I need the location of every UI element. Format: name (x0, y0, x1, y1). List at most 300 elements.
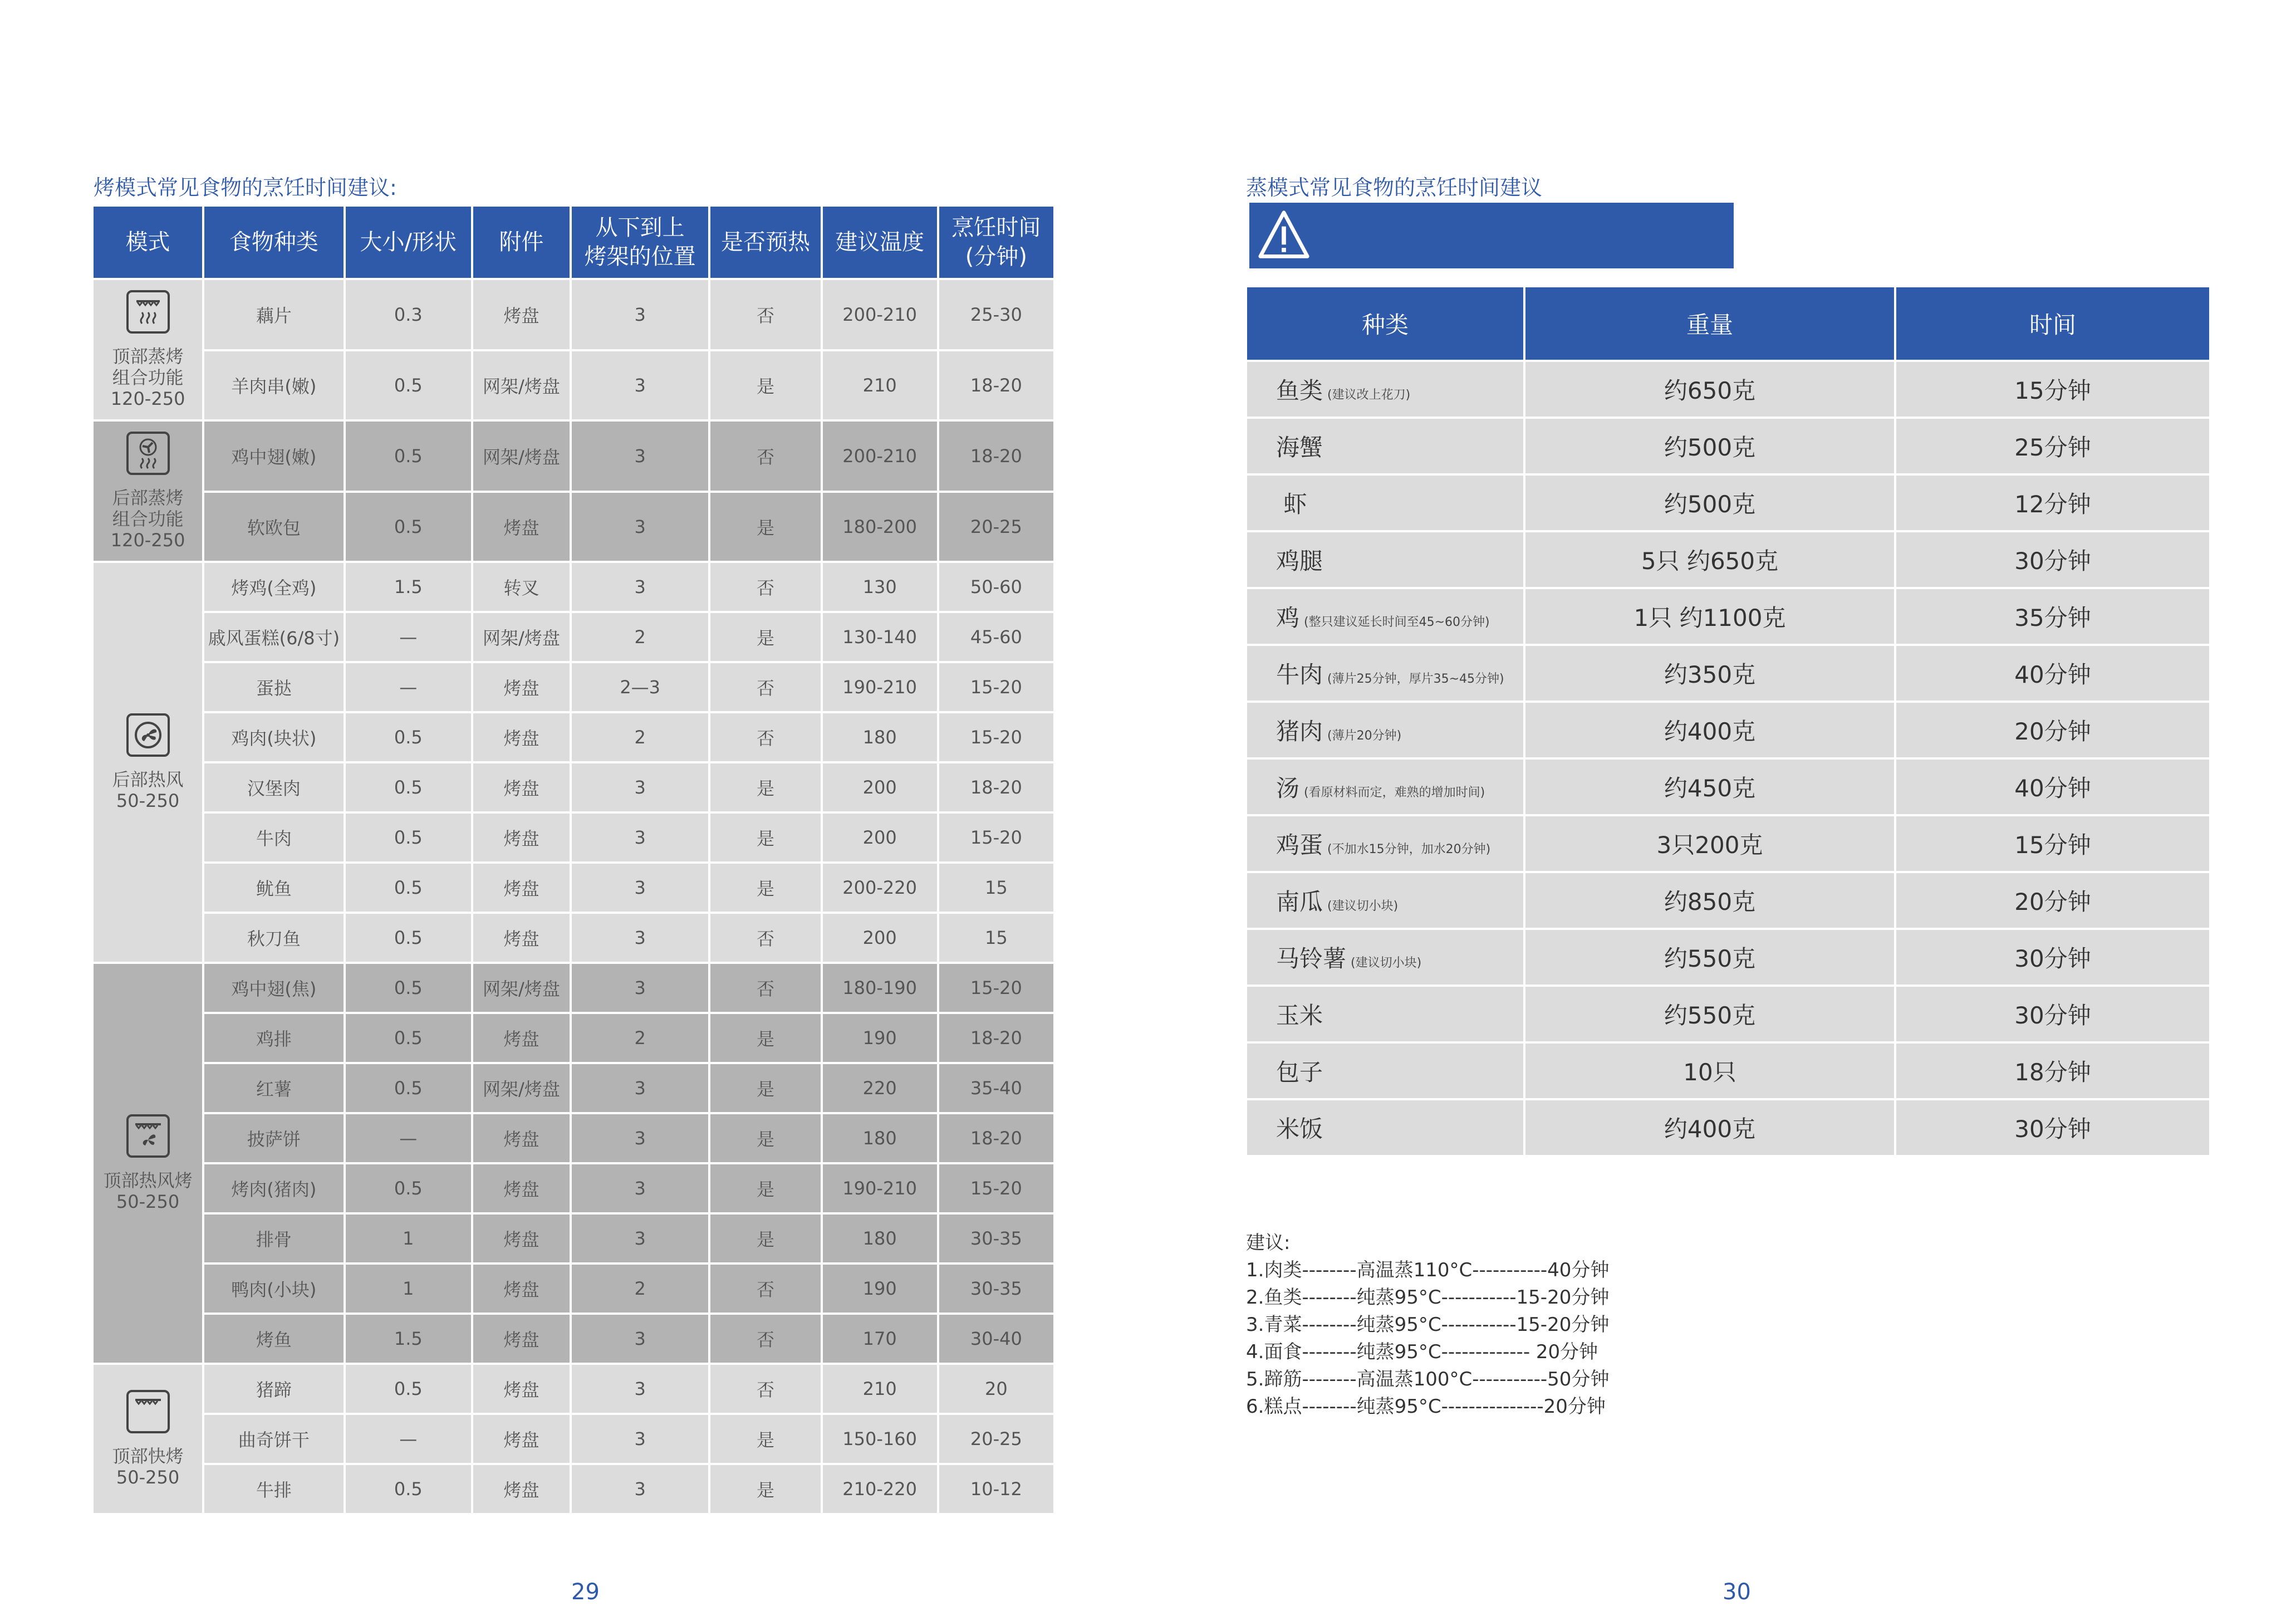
temperature: 210-220 (823, 1465, 937, 1513)
preheat: 是 (710, 1415, 820, 1463)
steam-time: 30分钟 (1896, 930, 2209, 985)
temperature: 210 (823, 1365, 937, 1413)
mode-cell (94, 1365, 202, 1513)
food-kind-label: 虾 (1276, 491, 1307, 518)
temperature: 210 (823, 351, 937, 419)
accessory: 烤盘 (473, 1365, 570, 1413)
preheat: 否 (710, 563, 820, 611)
cook-time: 15-20 (939, 1164, 1053, 1212)
accessory: 烤盘 (473, 864, 570, 912)
cook-time: 30-35 (939, 1265, 1053, 1313)
preheat: 否 (710, 663, 820, 711)
food-name: 鸡中翅(焦) (204, 964, 343, 1012)
size-value: 0.5 (346, 1465, 471, 1513)
rack-position: 3 (572, 1064, 708, 1112)
cook-time: 25-30 (939, 280, 1053, 349)
steam-time: 18分钟 (1896, 1044, 2209, 1098)
advice-line: 5.蹄筋--------高温蒸100°C-----------50分钟 (1246, 1368, 1610, 1390)
food-kind-label: 包子 (1276, 1059, 1323, 1086)
accessory: 烤盘 (473, 1265, 570, 1313)
cook-time: 20 (939, 1365, 1053, 1413)
bake-table-header (94, 207, 1053, 278)
size-value: 0.5 (346, 763, 471, 811)
rack-position: 2 (572, 1014, 708, 1062)
food-kind-label: 汤 (1276, 775, 1300, 802)
rack-position: 3 (572, 1164, 708, 1212)
preheat: 否 (710, 914, 820, 962)
header-accessory: 附件 (473, 207, 570, 278)
preheat: 否 (710, 1265, 820, 1313)
temperature: 190-210 (823, 663, 937, 711)
accessory: 烤盘 (473, 713, 570, 761)
food-kind-label: 马铃薯 (1276, 945, 1347, 972)
weight-value: 约350克 (1525, 646, 1894, 701)
size-value: 0.5 (346, 1064, 471, 1112)
temperature: 190-210 (823, 1164, 937, 1212)
food-kind (1247, 419, 1523, 473)
table-row (94, 864, 1053, 912)
preheat: 否 (710, 1315, 820, 1363)
preheat: 是 (710, 493, 820, 561)
temperature: 200 (823, 814, 937, 861)
food-kind (1247, 646, 1523, 701)
table-row (1247, 930, 2209, 985)
accessory: 烤盘 (473, 914, 570, 962)
steam-time: 30分钟 (1896, 1100, 2209, 1155)
page-number-left: 29 (571, 1579, 600, 1605)
size-value: 1 (346, 1214, 471, 1262)
food-kind-label: 玉米 (1276, 1002, 1323, 1029)
preheat: 否 (710, 964, 820, 1012)
cook-time: 15-20 (939, 663, 1053, 711)
cook-time: 20-25 (939, 493, 1053, 561)
rack-position: 3 (572, 422, 708, 491)
mode-label: 顶部热风烤 (103, 1170, 193, 1191)
food-name: 羊肉串(嫩) (204, 351, 343, 419)
accessory: 烤盘 (473, 1214, 570, 1262)
table-row (1247, 419, 2209, 473)
food-kind-label: 鸡腿 (1276, 547, 1323, 575)
food-name: 烤鸡(全鸡) (204, 563, 343, 611)
rear-steam-fan-icon (126, 432, 170, 475)
weight-value: 约500克 (1525, 476, 1894, 530)
table-row (94, 1114, 1053, 1162)
steam-time: 30分钟 (1896, 532, 2209, 587)
food-kind (1247, 873, 1523, 928)
rack-position: 3 (572, 1365, 708, 1413)
food-kind-note: (不加水15分钟，加水20分钟) (1327, 843, 1491, 856)
weight-value: 约400克 (1525, 703, 1894, 757)
advice-line: 1.肉类--------高温蒸110°C-----------40分钟 (1246, 1259, 1610, 1281)
food-name: 戚风蛋糕(6/8寸) (204, 613, 343, 661)
weight-value: 约500克 (1525, 419, 1894, 473)
food-kind-note: (建议切小块) (1327, 899, 1399, 913)
steam-time: 25分钟 (1896, 419, 2209, 473)
steam-time: 15分钟 (1896, 362, 2209, 417)
left-section-title: 烤模式常见食物的烹饪时间建议: (94, 175, 397, 200)
food-kind (1247, 1100, 1523, 1155)
advice-list (1246, 1257, 1609, 1421)
temperature: 180-200 (823, 493, 937, 561)
rack-position: 3 (572, 280, 708, 349)
table-row (94, 493, 1053, 561)
preheat: 是 (710, 1114, 820, 1162)
temperature: 200 (823, 914, 937, 962)
cook-time: 18-20 (939, 422, 1053, 491)
cook-time: 30-35 (939, 1214, 1053, 1262)
preheat: 是 (710, 814, 820, 861)
size-value: 1 (346, 1265, 471, 1313)
food-kind-note: (看原材料而定，难熟的增加时间) (1304, 786, 1485, 800)
food-name: 牛排 (204, 1465, 343, 1513)
weight-value: 约550克 (1525, 987, 1894, 1041)
rack-position: 3 (572, 1315, 708, 1363)
accessory: 烤盘 (473, 663, 570, 711)
preheat: 是 (710, 763, 820, 811)
table-row (1247, 873, 2209, 928)
size-value: 1.5 (346, 1315, 471, 1363)
size-value: — (346, 613, 471, 661)
warning-banner (1249, 203, 1734, 268)
temperature: 200-210 (823, 280, 937, 349)
food-kind (1247, 589, 1523, 644)
top-quick-grill-icon (126, 1390, 170, 1433)
table-row (94, 351, 1053, 419)
table-row (94, 663, 1053, 711)
food-name: 鱿鱼 (204, 864, 343, 912)
top-steam-grill-icon (126, 290, 170, 334)
cook-time: 30-40 (939, 1315, 1053, 1363)
food-kind (1247, 532, 1523, 587)
rack-position: 2—3 (572, 663, 708, 711)
top-fan-grill-icon (126, 1114, 170, 1158)
cook-time: 15-20 (939, 964, 1053, 1012)
food-kind-note: (薄片20分钟) (1327, 729, 1402, 743)
table-row (94, 613, 1053, 661)
food-name: 蛋挞 (204, 663, 343, 711)
temperature: 200-220 (823, 864, 937, 912)
food-name: 曲奇饼干 (204, 1415, 343, 1463)
bake-time-table (91, 204, 1056, 1515)
mode-label: 120-250 (110, 388, 185, 409)
table-row (1247, 1044, 2209, 1098)
food-kind-note: (建议改上花刀) (1327, 388, 1411, 402)
steam-time: 40分钟 (1896, 760, 2209, 814)
cook-time: 45-60 (939, 613, 1053, 661)
temperature: 200-210 (823, 422, 937, 491)
mode-label: 120-250 (110, 530, 185, 551)
weight-value: 10只 (1525, 1044, 1894, 1098)
preheat: 是 (710, 1214, 820, 1262)
advice-block (1246, 1230, 1609, 1421)
rack-position: 3 (572, 763, 708, 811)
advice-line: 2.鱼类--------纯蒸95°C-----------15-20分钟 (1246, 1286, 1610, 1309)
food-kind-note: (建议切小块) (1351, 956, 1422, 970)
header-mode: 模式 (94, 207, 202, 278)
temperature: 200 (823, 763, 937, 811)
weight-value: 约650克 (1525, 362, 1894, 417)
food-name: 鸭肉(小块) (204, 1265, 343, 1313)
size-value: 0.3 (346, 280, 471, 349)
food-kind-label: 海蟹 (1276, 434, 1323, 461)
mode-cell (94, 422, 202, 561)
preheat: 否 (710, 1365, 820, 1413)
preheat: 是 (710, 1465, 820, 1513)
food-name: 烤肉(猪肉) (204, 1164, 343, 1212)
header-time: 烹饪时间 (分钟) (939, 207, 1053, 278)
steam-time: 20分钟 (1896, 703, 2209, 757)
temperature: 130-140 (823, 613, 937, 661)
mode-label: 组合功能 (112, 508, 184, 530)
food-kind (1247, 476, 1523, 530)
rack-position: 3 (572, 914, 708, 962)
steam-time: 15分钟 (1896, 816, 2209, 871)
temperature: 190 (823, 1014, 937, 1062)
mode-cell (94, 280, 202, 419)
preheat: 是 (710, 351, 820, 419)
food-kind-note: (整只建议延长时间至45~60分钟) (1304, 615, 1490, 629)
table-row (94, 1465, 1053, 1513)
table-row (94, 1315, 1053, 1363)
rack-position: 3 (572, 1214, 708, 1262)
page-number-right: 30 (1723, 1579, 1751, 1605)
temperature: 220 (823, 1064, 937, 1112)
cook-time: 20-25 (939, 1415, 1053, 1463)
table-row (94, 1214, 1053, 1262)
food-kind-label: 鸡 (1276, 604, 1300, 631)
table-row (94, 1064, 1053, 1112)
food-kind (1247, 362, 1523, 417)
size-value: 1.5 (346, 563, 471, 611)
rack-position: 2 (572, 713, 708, 761)
size-value: — (346, 1415, 471, 1463)
steam-time: 20分钟 (1896, 873, 2209, 928)
accessory: 网架/烤盘 (473, 964, 570, 1012)
accessory: 网架/烤盘 (473, 351, 570, 419)
cook-time: 50-60 (939, 563, 1053, 611)
rack-position: 3 (572, 351, 708, 419)
table-row (1247, 476, 2209, 530)
header-weight: 重量 (1525, 287, 1894, 360)
mode-label: 顶部蒸烤 (112, 346, 184, 367)
rack-position: 2 (572, 1265, 708, 1313)
food-kind-label: 牛肉 (1276, 661, 1323, 688)
table-row (1247, 532, 2209, 587)
steam-time: 30分钟 (1896, 987, 2209, 1041)
cook-time: 18-20 (939, 1014, 1053, 1062)
weight-value: 约850克 (1525, 873, 1894, 928)
steam-table-header (1247, 287, 2209, 360)
size-value: 0.5 (346, 493, 471, 561)
cook-time: 35-40 (939, 1064, 1053, 1112)
temperature: 190 (823, 1265, 937, 1313)
weight-value: 约400克 (1525, 1100, 1894, 1155)
food-name: 鸡排 (204, 1014, 343, 1062)
table-row (1247, 987, 2209, 1041)
rack-position: 3 (572, 493, 708, 561)
table-row (1247, 760, 2209, 814)
temperature: 180 (823, 1114, 937, 1162)
size-value: 0.5 (346, 713, 471, 761)
table-row (1247, 703, 2209, 757)
header-size: 大小/形状 (346, 207, 471, 278)
food-name: 披萨饼 (204, 1114, 343, 1162)
header-temp: 建议温度 (823, 207, 937, 278)
accessory: 烤盘 (473, 1014, 570, 1062)
temperature: 130 (823, 563, 937, 611)
accessory: 烤盘 (473, 1114, 570, 1162)
rack-position: 3 (572, 964, 708, 1012)
food-kind-label: 鸡蛋 (1276, 831, 1323, 859)
preheat: 否 (710, 422, 820, 491)
rack-position: 3 (572, 1465, 708, 1513)
temperature: 150-160 (823, 1415, 937, 1463)
rack-position: 2 (572, 613, 708, 661)
steam-time: 35分钟 (1896, 589, 2209, 644)
cook-time: 18-20 (939, 351, 1053, 419)
food-kind-label: 米饭 (1276, 1115, 1323, 1143)
mode-cell (94, 964, 202, 1363)
cook-time: 15-20 (939, 713, 1053, 761)
temperature: 180-190 (823, 964, 937, 1012)
preheat: 是 (710, 1014, 820, 1062)
size-value: 0.5 (346, 864, 471, 912)
mode-label: 50-250 (116, 1191, 180, 1212)
food-name: 红薯 (204, 1064, 343, 1112)
weight-value: 5只 约650克 (1525, 532, 1894, 587)
weight-value: 约550克 (1525, 930, 1894, 985)
food-kind (1247, 816, 1523, 871)
steam-time: 40分钟 (1896, 646, 2209, 701)
size-value: 0.5 (346, 914, 471, 962)
cook-time: 18-20 (939, 763, 1053, 811)
temperature: 170 (823, 1315, 937, 1363)
cook-time: 15 (939, 914, 1053, 962)
food-kind (1247, 987, 1523, 1041)
preheat: 是 (710, 1164, 820, 1212)
accessory: 烤盘 (473, 1465, 570, 1513)
size-value: 0.5 (346, 1164, 471, 1212)
table-row (94, 763, 1053, 811)
accessory: 烤盘 (473, 763, 570, 811)
size-value: 0.5 (346, 351, 471, 419)
food-name: 软欧包 (204, 493, 343, 561)
advice-line: 3.青菜--------纯蒸95°C-----------15-20分钟 (1246, 1314, 1610, 1336)
table-row (94, 280, 1053, 349)
table-row (94, 914, 1053, 962)
rack-position: 3 (572, 1114, 708, 1162)
size-value: 0.5 (346, 1014, 471, 1062)
food-kind (1247, 703, 1523, 757)
right-section-title: 蒸模式常见食物的烹饪时间建议 (1246, 175, 1543, 200)
header-food: 食物种类 (204, 207, 343, 278)
preheat: 是 (710, 864, 820, 912)
food-name: 藕片 (204, 280, 343, 349)
rack-position: 3 (572, 814, 708, 861)
table-row (94, 1164, 1053, 1212)
accessory: 网架/烤盘 (473, 613, 570, 661)
accessory: 烤盘 (473, 1415, 570, 1463)
mode-cell (94, 563, 202, 962)
food-name: 烤鱼 (204, 1315, 343, 1363)
accessory: 烤盘 (473, 814, 570, 861)
advice-line: 4.面食--------纯蒸95°C------------- 20分钟 (1246, 1341, 1598, 1363)
table-row (1247, 362, 2209, 417)
preheat: 是 (710, 613, 820, 661)
food-kind-note: (薄片25分钟，厚片35~45分钟) (1327, 672, 1504, 686)
food-name: 秋刀鱼 (204, 914, 343, 962)
preheat: 否 (710, 713, 820, 761)
table-row (1247, 816, 2209, 871)
food-kind-label: 南瓜 (1276, 888, 1323, 915)
table-row (94, 1265, 1053, 1313)
table-row (94, 964, 1053, 1012)
steam-time: 12分钟 (1896, 476, 2209, 530)
food-kind (1247, 1044, 1523, 1098)
header-steam-time: 时间 (1896, 287, 2209, 360)
size-value: 0.5 (346, 964, 471, 1012)
food-kind-label: 猪肉 (1276, 718, 1323, 745)
temperature: 180 (823, 713, 937, 761)
size-value: 0.5 (346, 422, 471, 491)
cook-time: 18-20 (939, 1114, 1053, 1162)
accessory: 烤盘 (473, 1315, 570, 1363)
table-row (94, 713, 1053, 761)
food-kind (1247, 930, 1523, 985)
food-name: 牛肉 (204, 814, 343, 861)
rack-position: 3 (572, 563, 708, 611)
food-name: 排骨 (204, 1214, 343, 1262)
header-preheat: 是否预热 (710, 207, 820, 278)
warning-triangle-icon (1257, 208, 1311, 262)
rack-position: 3 (572, 1415, 708, 1463)
table-row (94, 1415, 1053, 1463)
accessory: 烤盘 (473, 280, 570, 349)
mode-label: 顶部快烤 (112, 1446, 184, 1467)
accessory: 网架/烤盘 (473, 1064, 570, 1112)
table-row (1247, 589, 2209, 644)
preheat: 是 (710, 1064, 820, 1112)
header-kind: 种类 (1247, 287, 1523, 360)
mode-label: 组合功能 (112, 367, 184, 388)
accessory: 转叉 (473, 563, 570, 611)
mode-label: 50-250 (116, 790, 180, 811)
table-row (94, 422, 1053, 491)
accessory: 烤盘 (473, 1164, 570, 1212)
cook-time: 10-12 (939, 1465, 1053, 1513)
advice-title: 建议: (1246, 1232, 1291, 1254)
table-row (94, 1014, 1053, 1062)
food-kind (1247, 760, 1523, 814)
mode-label: 50-250 (116, 1467, 180, 1488)
weight-value: 1只 约1100克 (1525, 589, 1894, 644)
weight-value: 约450克 (1525, 760, 1894, 814)
temperature: 180 (823, 1214, 937, 1262)
food-kind-label: 鱼类 (1276, 377, 1323, 404)
accessory: 网架/烤盘 (473, 422, 570, 491)
advice-line: 6.糕点--------纯蒸95°C---------------20分钟 (1246, 1395, 1606, 1418)
accessory: 烤盘 (473, 493, 570, 561)
rear-fan-icon (126, 713, 170, 757)
header-rack: 从下到上 烤架的位置 (572, 207, 708, 278)
preheat: 否 (710, 280, 820, 349)
food-name: 鸡中翅(嫩) (204, 422, 343, 491)
table-row (94, 814, 1053, 861)
steam-time-table (1245, 285, 2211, 1157)
mode-label: 后部蒸烤 (112, 487, 184, 508)
rack-position: 3 (572, 864, 708, 912)
size-value: — (346, 1114, 471, 1162)
